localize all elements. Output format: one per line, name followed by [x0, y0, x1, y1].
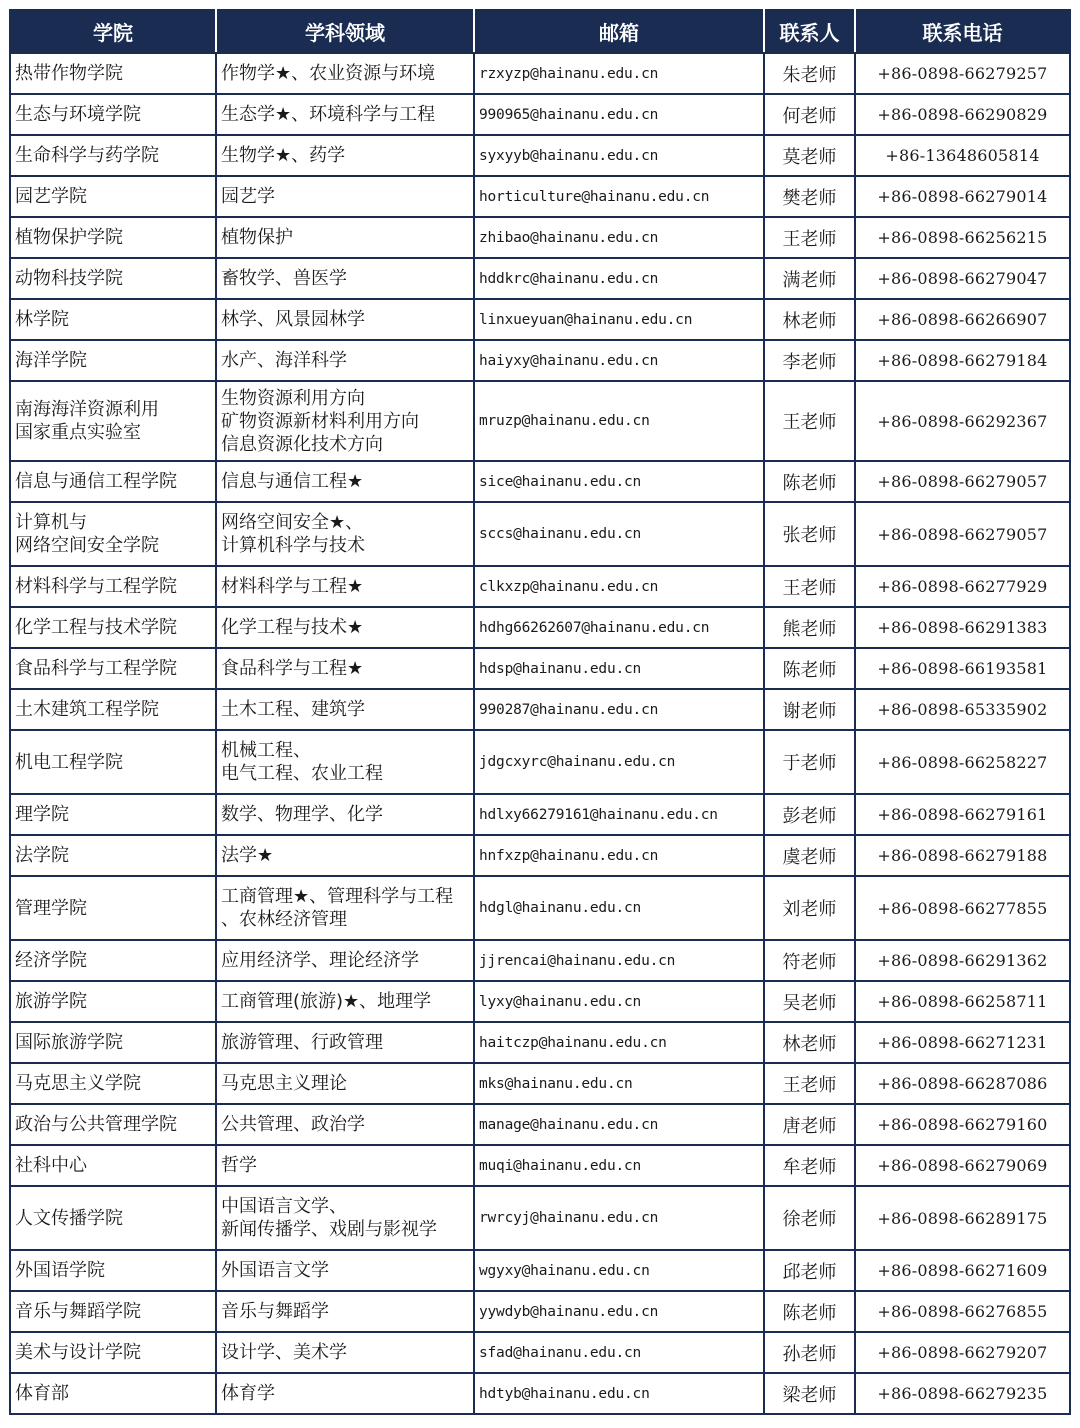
field-cell	[216, 176, 474, 217]
field-cell-line: 公共管理、政治学	[221, 1114, 365, 1135]
college-cell-line: 经济学院	[15, 950, 87, 971]
college-cell-line: 生命科学与药学院	[15, 145, 159, 166]
field-cell-line: 应用经济学、理论经济学	[221, 950, 419, 971]
table-row	[10, 794, 1070, 835]
email-cell[interactable]: manage@hainanu.edu.cn	[474, 1104, 764, 1145]
college-cell	[10, 176, 216, 217]
table-row	[10, 135, 1070, 176]
contact-cell: 莫老师	[764, 135, 855, 176]
contact-cell: 朱老师	[764, 53, 855, 94]
field-cell-line: 体育学	[221, 1383, 275, 1404]
college-cell	[10, 217, 216, 258]
table-row	[10, 981, 1070, 1022]
table-row	[10, 1063, 1070, 1104]
table-row	[10, 1145, 1070, 1186]
phone-cell: +86-0898-66258711	[855, 981, 1070, 1022]
field-cell	[216, 299, 474, 340]
table-row	[10, 1250, 1070, 1291]
email-cell[interactable]: horticulture@hainanu.edu.cn	[474, 176, 764, 217]
table-row	[10, 648, 1070, 689]
college-cell	[10, 94, 216, 135]
table-row	[10, 1104, 1070, 1145]
field-cell-line: 法学★	[221, 845, 274, 866]
phone-cell: +86-0898-66290829	[855, 94, 1070, 135]
field-cell-line: 外国语言文学	[221, 1260, 329, 1281]
contact-cell: 徐老师	[764, 1186, 855, 1250]
phone-cell: +86-0898-66271231	[855, 1022, 1070, 1063]
table-row	[10, 94, 1070, 135]
phone-cell: +86-0898-66277855	[855, 876, 1070, 940]
table-row	[10, 299, 1070, 340]
field-cell	[216, 940, 474, 981]
college-cell	[10, 135, 216, 176]
field-cell-line: 电气工程、农业工程	[221, 763, 383, 784]
college-cell	[10, 607, 216, 648]
field-cell-line: 生态学★、环境科学与工程	[221, 104, 436, 125]
field-cell	[216, 794, 474, 835]
college-cell-line: 国家重点实验室	[15, 422, 141, 443]
phone-cell: +86-0898-66193581	[855, 648, 1070, 689]
college-cell	[10, 1022, 216, 1063]
email-cell[interactable]: jjrencai@hainanu.edu.cn	[474, 940, 764, 981]
field-cell	[216, 1104, 474, 1145]
table-row	[10, 835, 1070, 876]
field-cell-line: 林学、风景园林学	[221, 309, 365, 330]
field-cell-line: 生物资源利用方向	[221, 387, 365, 409]
phone-cell: +86-0898-66279014	[855, 176, 1070, 217]
field-cell	[216, 689, 474, 730]
phone-cell: +86-0898-66279160	[855, 1104, 1070, 1145]
table-row	[10, 340, 1070, 381]
college-cell	[10, 794, 216, 835]
phone-cell: +86-0898-66279057	[855, 502, 1070, 566]
table-row	[10, 730, 1070, 794]
phone-cell: +86-0898-66279047	[855, 258, 1070, 299]
field-cell-line: 计算机科学与技术	[221, 535, 365, 556]
email-cell[interactable]: hdhg66262607@hainanu.edu.cn	[474, 607, 764, 648]
email-cell[interactable]: muqi@hainanu.edu.cn	[474, 1145, 764, 1186]
field-cell-line: 网络空间安全★、	[221, 512, 364, 533]
contact-cell: 谢老师	[764, 689, 855, 730]
phone-cell: +86-0898-66276855	[855, 1291, 1070, 1332]
header-row	[10, 10, 1070, 53]
field-cell-line: 、农林经济管理	[221, 909, 347, 930]
college-cell	[10, 981, 216, 1022]
college-cell-line: 理学院	[15, 804, 69, 825]
contact-cell: 孙老师	[764, 1332, 855, 1373]
field-cell	[216, 53, 474, 94]
table-row	[10, 258, 1070, 299]
field-cell-line: 植物保护	[221, 227, 293, 248]
header-phone: 联系电话	[855, 10, 1070, 53]
contact-cell: 符老师	[764, 940, 855, 981]
phone-cell: +86-0898-66277929	[855, 566, 1070, 607]
contact-table-container	[9, 9, 1069, 1415]
header-field: 学科领域	[216, 10, 474, 53]
college-cell-line: 南海海洋资源利用	[15, 399, 159, 420]
phone-cell: +86-0898-66279069	[855, 1145, 1070, 1186]
field-cell	[216, 135, 474, 176]
email-cell[interactable]: sice@hainanu.edu.cn	[474, 461, 764, 502]
field-cell	[216, 566, 474, 607]
college-cell-line: 信息与通信工程学院	[15, 471, 177, 492]
field-cell	[216, 1063, 474, 1104]
contact-cell: 王老师	[764, 217, 855, 258]
field-cell-line: 材料科学与工程★	[221, 576, 364, 597]
college-cell-line: 社科中心	[15, 1155, 87, 1176]
contact-cell: 樊老师	[764, 176, 855, 217]
header-college: 学院	[10, 10, 216, 53]
phone-cell: +86-0898-66279161	[855, 794, 1070, 835]
college-cell-line: 食品科学与工程学院	[15, 658, 177, 679]
field-cell-line: 马克思主义理论	[221, 1073, 347, 1094]
contact-cell: 林老师	[764, 1022, 855, 1063]
contact-cell: 王老师	[764, 381, 855, 461]
college-cell	[10, 1373, 216, 1414]
college-cell-line: 马克思主义学院	[15, 1073, 141, 1094]
table-row	[10, 1022, 1070, 1063]
contact-cell: 刘老师	[764, 876, 855, 940]
field-cell	[216, 607, 474, 648]
field-cell	[216, 835, 474, 876]
college-cell-line: 植物保护学院	[15, 227, 123, 248]
phone-cell: +86-0898-65335902	[855, 689, 1070, 730]
college-cell	[10, 1104, 216, 1145]
contact-cell: 王老师	[764, 566, 855, 607]
field-cell-line: 化学工程与技术★	[221, 617, 364, 638]
college-cell-line: 林学院	[15, 309, 69, 330]
phone-cell: +86-13648605814	[855, 135, 1070, 176]
contact-cell: 牟老师	[764, 1145, 855, 1186]
email-cell[interactable]: hdtyb@hainanu.edu.cn	[474, 1373, 764, 1414]
college-cell	[10, 461, 216, 502]
phone-cell: +86-0898-66266907	[855, 299, 1070, 340]
college-cell-line: 园艺学院	[15, 186, 87, 207]
field-cell-line: 畜牧学、兽医学	[221, 268, 347, 289]
table-row	[10, 1186, 1070, 1250]
college-cell-line: 网络空间安全学院	[15, 535, 159, 556]
contact-cell: 吴老师	[764, 981, 855, 1022]
college-cell-line: 材料科学与工程学院	[15, 576, 177, 597]
field-cell-line: 生物学★、药学	[221, 145, 346, 166]
field-cell-line: 矿物资源新材料利用方向	[221, 410, 419, 432]
header-email: 邮箱	[474, 10, 764, 53]
college-cell-line: 计算机与	[15, 512, 87, 533]
email-cell[interactable]: rwrcyj@hainanu.edu.cn	[474, 1186, 764, 1250]
table-row	[10, 381, 1070, 461]
email-cell[interactable]: mruzp@hainanu.edu.cn	[474, 381, 764, 461]
table-row	[10, 607, 1070, 648]
field-cell-line: 新闻传播学、戏剧与影视学	[221, 1219, 437, 1240]
phone-cell: +86-0898-66279057	[855, 461, 1070, 502]
table-row	[10, 502, 1070, 566]
college-cell-line: 海洋学院	[15, 350, 87, 371]
field-cell-line: 园艺学	[221, 186, 275, 207]
field-cell	[216, 981, 474, 1022]
college-cell	[10, 299, 216, 340]
email-cell[interactable]: mks@hainanu.edu.cn	[474, 1063, 764, 1104]
college-cell	[10, 1145, 216, 1186]
contact-cell: 熊老师	[764, 607, 855, 648]
contact-cell: 张老师	[764, 502, 855, 566]
field-cell	[216, 1186, 474, 1250]
college-cell	[10, 835, 216, 876]
college-cell-line: 土木建筑工程学院	[15, 699, 159, 720]
college-cell	[10, 502, 216, 566]
contact-cell: 邱老师	[764, 1250, 855, 1291]
field-cell	[216, 340, 474, 381]
college-cell-line: 法学院	[15, 845, 69, 866]
phone-cell: +86-0898-66289175	[855, 1186, 1070, 1250]
phone-cell: +86-0898-66279207	[855, 1332, 1070, 1373]
table-header	[10, 10, 1070, 53]
college-cell	[10, 1332, 216, 1373]
college-cell-line: 美术与设计学院	[15, 1342, 141, 1363]
field-cell	[216, 94, 474, 135]
contact-cell: 于老师	[764, 730, 855, 794]
email-cell[interactable]: rzxyzp@hainanu.edu.cn	[474, 53, 764, 94]
field-cell-line: 信息与通信工程★	[221, 471, 364, 492]
college-cell	[10, 689, 216, 730]
email-cell[interactable]: zhibao@hainanu.edu.cn	[474, 217, 764, 258]
table-row	[10, 1332, 1070, 1373]
header-contact: 联系人	[764, 10, 855, 53]
table-row	[10, 176, 1070, 217]
field-cell	[216, 258, 474, 299]
field-cell	[216, 730, 474, 794]
contact-cell: 陈老师	[764, 1291, 855, 1332]
college-cell-line: 国际旅游学院	[15, 1032, 123, 1053]
email-cell[interactable]: hnfxzp@hainanu.edu.cn	[474, 835, 764, 876]
table-row	[10, 53, 1070, 94]
field-cell	[216, 1291, 474, 1332]
email-cell[interactable]: lyxy@hainanu.edu.cn	[474, 981, 764, 1022]
email-cell[interactable]: clkxzp@hainanu.edu.cn	[474, 566, 764, 607]
phone-cell: +86-0898-66256215	[855, 217, 1070, 258]
college-cell	[10, 381, 216, 461]
field-cell-line: 水产、海洋科学	[221, 350, 347, 371]
email-cell[interactable]: haitczp@hainanu.edu.cn	[474, 1022, 764, 1063]
table-row	[10, 1373, 1070, 1414]
field-cell	[216, 1373, 474, 1414]
college-cell	[10, 876, 216, 940]
table-row	[10, 940, 1070, 981]
field-cell-line: 土木工程、建筑学	[221, 699, 365, 720]
college-cell-line: 人文传播学院	[15, 1207, 123, 1229]
field-cell	[216, 1022, 474, 1063]
field-cell-line: 作物学★、农业资源与环境	[221, 63, 436, 84]
field-cell	[216, 1250, 474, 1291]
field-cell	[216, 461, 474, 502]
field-cell-line: 哲学	[221, 1155, 257, 1176]
phone-cell: +86-0898-66258227	[855, 730, 1070, 794]
table-row	[10, 1291, 1070, 1332]
phone-cell: +86-0898-66271609	[855, 1250, 1070, 1291]
email-cell[interactable]: 990287@hainanu.edu.cn	[474, 689, 764, 730]
field-cell-line: 数学、物理学、化学	[221, 804, 383, 825]
contact-cell: 王老师	[764, 1063, 855, 1104]
field-cell	[216, 876, 474, 940]
email-cell[interactable]: sfad@hainanu.edu.cn	[474, 1332, 764, 1373]
college-cell	[10, 648, 216, 689]
phone-cell: +86-0898-66291383	[855, 607, 1070, 648]
college-cell	[10, 1250, 216, 1291]
phone-cell: +86-0898-66287086	[855, 1063, 1070, 1104]
field-cell-line: 音乐与舞蹈学	[221, 1301, 329, 1322]
table-row	[10, 566, 1070, 607]
field-cell	[216, 502, 474, 566]
college-cell	[10, 340, 216, 381]
email-cell[interactable]: hdlxy66279161@hainanu.edu.cn	[474, 794, 764, 835]
college-cell	[10, 730, 216, 794]
email-cell[interactable]: linxueyuan@hainanu.edu.cn	[474, 299, 764, 340]
phone-cell: +86-0898-66291362	[855, 940, 1070, 981]
college-cell-line: 管理学院	[15, 897, 87, 919]
email-cell[interactable]: wgyxy@hainanu.edu.cn	[474, 1250, 764, 1291]
college-cell-line: 机电工程学院	[15, 751, 123, 773]
college-contact-table	[9, 9, 1071, 1415]
field-cell-line: 设计学、美术学	[221, 1342, 347, 1363]
table-row	[10, 217, 1070, 258]
field-cell	[216, 217, 474, 258]
contact-cell: 虞老师	[764, 835, 855, 876]
college-cell-line: 旅游学院	[15, 991, 87, 1012]
college-cell-line: 化学工程与技术学院	[15, 617, 177, 638]
email-cell[interactable]: haiyxy@hainanu.edu.cn	[474, 340, 764, 381]
table-row	[10, 461, 1070, 502]
field-cell	[216, 381, 474, 461]
field-cell-line: 工商管理(旅游)★、地理学	[221, 991, 432, 1012]
college-cell-line: 外国语学院	[15, 1260, 105, 1281]
college-cell	[10, 1186, 216, 1250]
table-row	[10, 689, 1070, 730]
contact-cell: 满老师	[764, 258, 855, 299]
college-cell-line: 体育部	[15, 1383, 69, 1404]
email-cell[interactable]: jdgcxyrc@hainanu.edu.cn	[474, 730, 764, 794]
college-cell	[10, 53, 216, 94]
field-cell-line: 中国语言文学、	[221, 1196, 347, 1217]
email-cell[interactable]: hdgl@hainanu.edu.cn	[474, 876, 764, 940]
contact-cell: 李老师	[764, 340, 855, 381]
table-body	[10, 53, 1070, 1414]
college-cell	[10, 940, 216, 981]
phone-cell: +86-0898-66279184	[855, 340, 1070, 381]
field-cell	[216, 1332, 474, 1373]
email-cell[interactable]: hddkrc@hainanu.edu.cn	[474, 258, 764, 299]
college-cell	[10, 566, 216, 607]
college-cell-line: 政治与公共管理学院	[15, 1114, 177, 1135]
field-cell-line: 机械工程、	[221, 740, 311, 761]
college-cell	[10, 258, 216, 299]
field-cell-line: 信息资源化技术方向	[221, 433, 383, 455]
phone-cell: +86-0898-66279188	[855, 835, 1070, 876]
college-cell-line: 音乐与舞蹈学院	[15, 1301, 141, 1322]
table-row	[10, 876, 1070, 940]
email-cell[interactable]: sccs@hainanu.edu.cn	[474, 502, 764, 566]
phone-cell: +86-0898-66279235	[855, 1373, 1070, 1414]
college-cell-line: 生态与环境学院	[15, 104, 141, 125]
field-cell-line: 食品科学与工程★	[221, 658, 364, 679]
college-cell	[10, 1291, 216, 1332]
field-cell	[216, 1145, 474, 1186]
college-cell-line: 热带作物学院	[15, 63, 123, 84]
email-cell[interactable]: hdsp@hainanu.edu.cn	[474, 648, 764, 689]
contact-cell: 陈老师	[764, 461, 855, 502]
college-cell	[10, 1063, 216, 1104]
field-cell	[216, 648, 474, 689]
phone-cell: +86-0898-66292367	[855, 381, 1070, 461]
contact-cell: 唐老师	[764, 1104, 855, 1145]
college-cell-line: 动物科技学院	[15, 268, 123, 289]
email-cell[interactable]: 990965@hainanu.edu.cn	[474, 94, 764, 135]
contact-cell: 陈老师	[764, 648, 855, 689]
field-cell-line: 旅游管理、行政管理	[221, 1032, 383, 1053]
email-cell[interactable]: syxyyb@hainanu.edu.cn	[474, 135, 764, 176]
field-cell-line: 工商管理★、管理科学与工程	[221, 886, 454, 907]
contact-cell: 何老师	[764, 94, 855, 135]
email-cell[interactable]: yywdyb@hainanu.edu.cn	[474, 1291, 764, 1332]
contact-cell: 梁老师	[764, 1373, 855, 1414]
contact-cell: 林老师	[764, 299, 855, 340]
phone-cell: +86-0898-66279257	[855, 53, 1070, 94]
contact-cell: 彭老师	[764, 794, 855, 835]
